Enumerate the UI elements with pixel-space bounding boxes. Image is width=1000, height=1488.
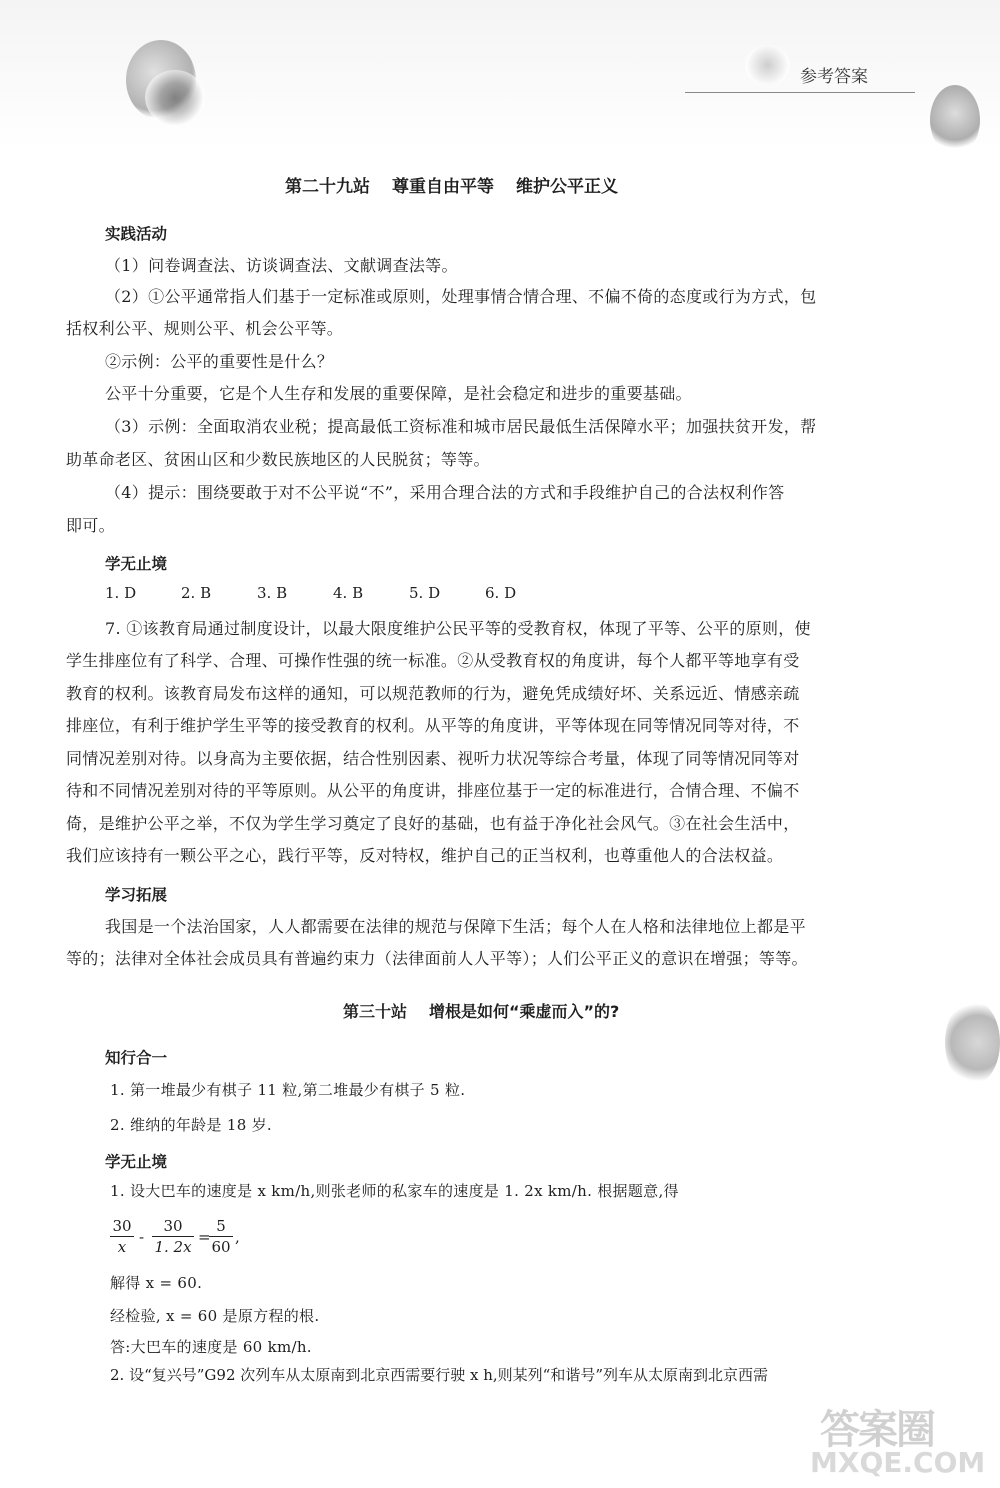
station29-title-part1: 尊重自由平等 (392, 177, 494, 197)
denominator: 60 (211, 1238, 231, 1256)
endless2-heading: 学无止境 (105, 1153, 168, 1171)
choice-answer: 4. B (333, 584, 364, 602)
numerator: 30 (110, 1216, 134, 1237)
numerator: 30 (152, 1216, 194, 1237)
practice-line: （3）示例：全面取消农业税；提高最低工资标准和城市居民最低生活保障水平；加强扶贫开发，帮 (105, 417, 817, 436)
endless-line: 倚，是维护公平之举，不仅为学生学习奠定了良好的基础，也有益于净化社会风气。③在社会生活中， (66, 814, 800, 833)
unity-heading: 知行合一 (105, 1049, 168, 1067)
header-rule (685, 92, 915, 93)
practice-line: ②示例：公平的重要性是什么？ (105, 352, 334, 371)
endless-heading: 学无止境 (105, 555, 168, 573)
fraction-term (209, 1216, 233, 1257)
endless2-line: 解得 x = 60. (110, 1274, 203, 1292)
practice-line: 助革命老区、贫困山区和少数民族地区的人民脱贫；等等。 (66, 450, 490, 469)
expand-line: 等的；法律对全体社会成员具有普遍约束力（法律面前人人平等）；人们公平正义的意识在增强；等等。 (66, 949, 808, 968)
endless2-line: 2. 设“复兴号”G92 次列车从太原南到北京西需要行驶 x h,则某列“和谐号”列车从太原南到北京西需 (110, 1366, 769, 1384)
station30-title-number: 第三十站 (343, 1002, 408, 1021)
endless-line: 学生排座位有了科学、合理、可操作性强的统一标准。②从受教育权的角度讲，每个人都平等地享有受 (66, 651, 800, 670)
choice-answer: 5. D (409, 584, 441, 602)
flower-decoration (945, 1000, 1000, 1085)
watermark-top: 答案圈 (820, 1407, 934, 1453)
header-label: 参考答案 (800, 67, 868, 87)
fraction-term (110, 1216, 134, 1257)
choice-answer: 3. B (257, 584, 288, 602)
station29-title (285, 172, 618, 197)
endless-line: 我们应该持有一颗公平之心，践行平等，反对特权，维护自己的正当权利，也尊重他人的合法权益。 (66, 846, 784, 865)
comma: , (235, 1228, 240, 1246)
endless-line: 7. ①该教育局通过制度设计，以最大限度维护公民平等的受教育权，体现了平等、公平的原则，使 (105, 619, 811, 638)
expand-line: 我国是一个法治国家，人人都需要在法律的规范与保障下生活；每个人在人格和法律地位上都是平 (105, 917, 806, 936)
practice-line: （4）提示：围绕要敢于对不公平说“不”，采用合理合法的方式和手段维护自己的合法权利作答 (105, 483, 785, 502)
equals-sign: = (198, 1228, 211, 1246)
unity-line: 1. 第一堆最少有棋子 11 粒,第二堆最少有棋子 5 粒. (110, 1081, 466, 1099)
endless2-line: 1. 设大巴车的速度是 x km/h,则张老师的私家车的速度是 1. 2x km/h. 根据题意,得 (110, 1182, 679, 1200)
minus-sign: - (139, 1228, 145, 1246)
practice-line: 即可。 (66, 516, 115, 535)
fraction-term (152, 1216, 194, 1257)
endless-line: 待和不同情况差别对待的平等原则。从公平的角度讲，排座位基于一定的标准进行，合情合理、不偏不 (66, 781, 800, 800)
choice-answer: 6. D (485, 584, 517, 602)
strawberry-decoration (930, 85, 980, 155)
endless-line: 教育的权利。该教育局发布这样的通知，可以规范教师的行为，避免凭成绩好坏、关系远近、情感亲疏 (66, 684, 800, 703)
station29-title-part2: 维护公平正义 (516, 177, 618, 197)
endless-line: 排座位，有利于维护学生平等的接受教育的权利。从平等的角度讲，平等体现在同等情况同等对待，不 (66, 716, 800, 735)
denominator: 1. 2x (154, 1238, 192, 1256)
cartoon-animal-shadow-decoration (145, 70, 205, 125)
site-watermark (800, 1398, 995, 1483)
practice-line: 括权利公平、规则公平、机会公平等。 (66, 319, 344, 338)
station29-title-number: 第二十九站 (285, 177, 370, 197)
choice-answer: 1. D (105, 584, 137, 602)
endless2-line: 经检验, x = 60 是原方程的根. (110, 1307, 320, 1325)
practice-line: （1）问卷调查法、访谈调查法、文献调查法等。 (105, 256, 458, 275)
endless-line: 同情况差别对待。以身高为主要依据，结合性别因素、视听力状况等综合考量，体现了同等情况同等对 (66, 749, 800, 768)
station30-title-text: 增根是如何“乘虚而入”的? (429, 1002, 620, 1021)
practice-line: （2）①公平通常指人们基于一定标准或原则，处理事情合情合理、不偏不倚的态度或行为方式，包 (105, 287, 817, 306)
practice-line: 公平十分重要，它是个人生存和发展的重要保障，是社会稳定和进步的重要基础。 (105, 384, 692, 403)
station30-title (343, 999, 619, 1022)
denominator: x (117, 1238, 127, 1256)
snail-decoration (745, 45, 790, 85)
watermark-bottom: MXQE.COM (810, 1446, 986, 1479)
numerator: 5 (209, 1216, 233, 1237)
unity-line: 2. 维纳的年龄是 18 岁. (110, 1116, 272, 1134)
endless2-line: 答:大巴车的速度是 60 km/h. (110, 1338, 312, 1356)
practice-heading: 实践活动 (105, 225, 168, 243)
choice-answer: 2. B (181, 584, 212, 602)
expand-heading: 学习拓展 (105, 886, 168, 904)
choice-answers (105, 584, 561, 602)
